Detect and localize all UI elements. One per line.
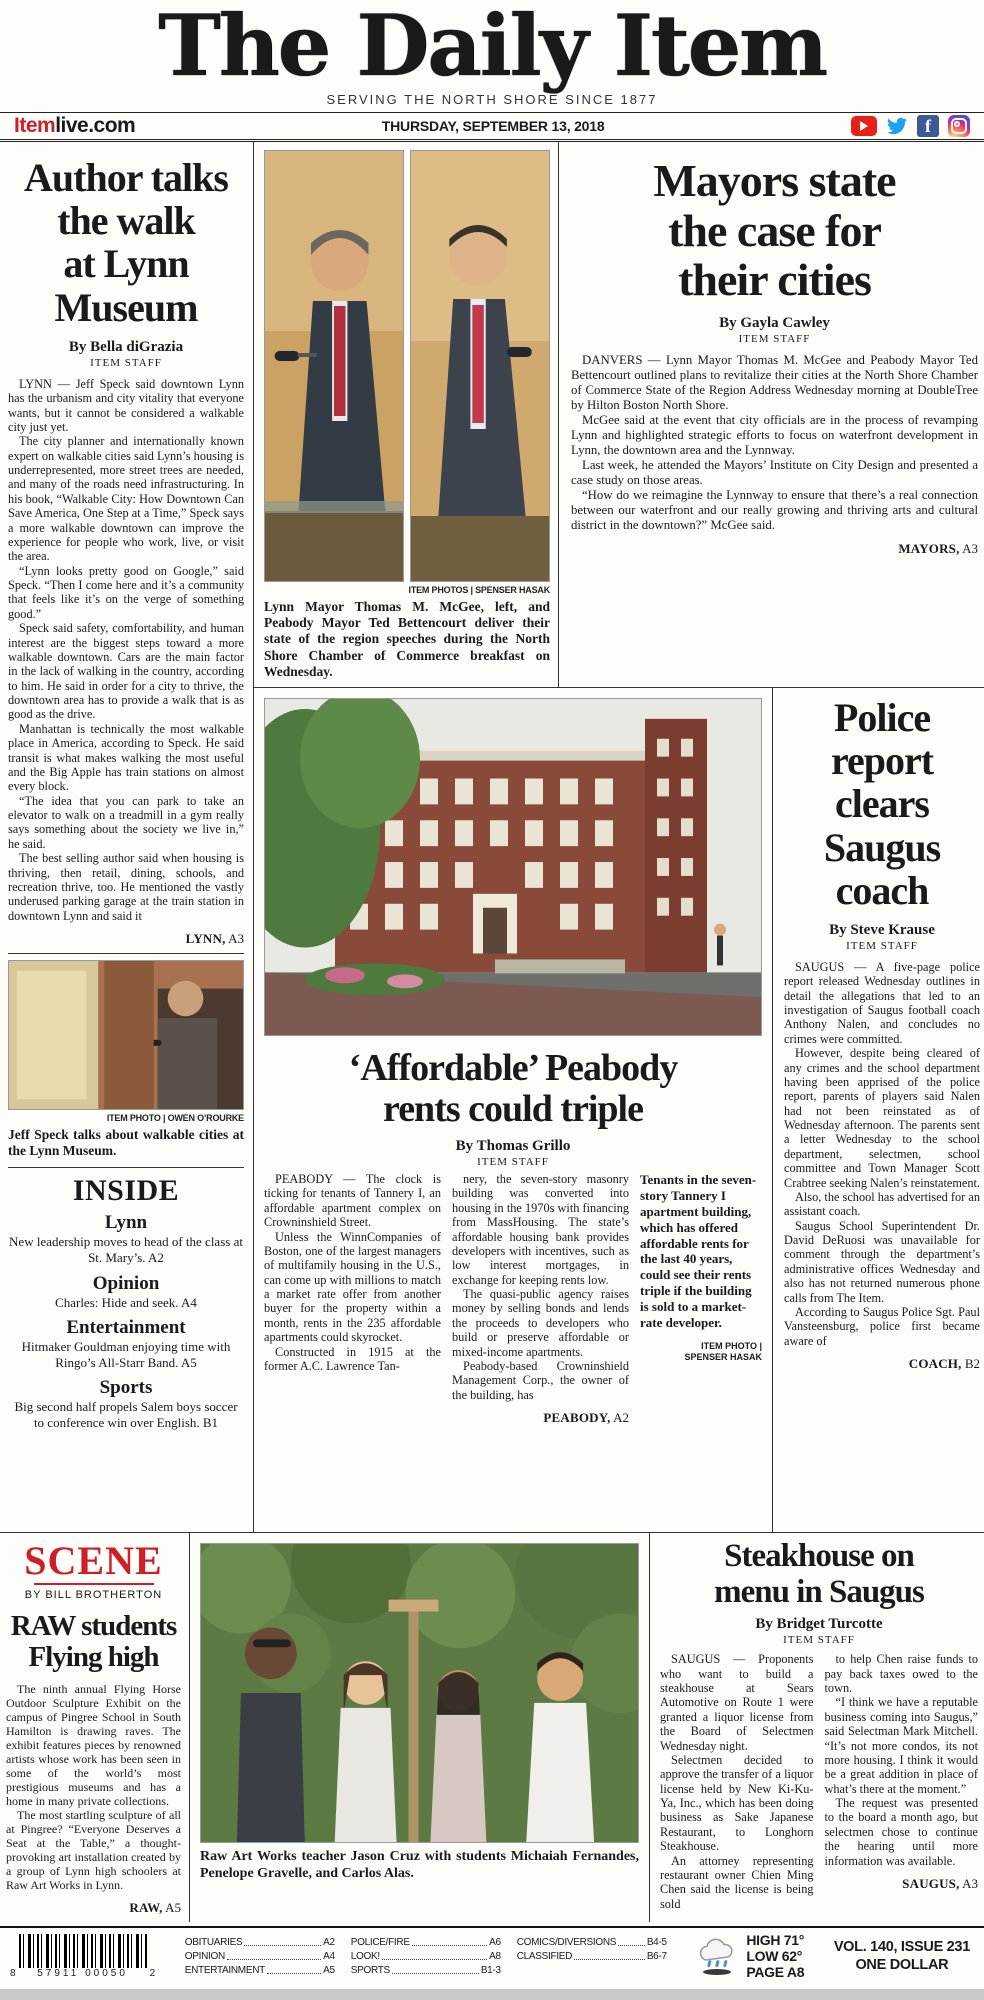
byline: By Steve Krause (829, 921, 935, 938)
middle-story-row (254, 687, 984, 1532)
mayor-mcgee-photo (264, 150, 404, 582)
index-column (351, 1937, 501, 1976)
jump-page: A3 (962, 1875, 978, 1891)
steakhouse-col-2 (825, 1652, 979, 1911)
peabody-col-2 (452, 1172, 629, 1426)
inside-section-text: Hitmaker Gouldman enjoying time with Ringo’s All-Starr Band. A5 (21, 1339, 231, 1370)
headline-line: RAW students (10, 1610, 177, 1642)
jump-page: A3 (962, 540, 978, 556)
weather-low: LOW 62° (746, 1947, 802, 1964)
index-column (517, 1937, 667, 1976)
scene-byline: BY BILL BROTHERTON (24, 1589, 163, 1601)
barcode-bars (19, 1934, 147, 1968)
headline-raw-students (6, 1611, 181, 1674)
index-entry (185, 1937, 335, 1948)
article-paragraph: “The idea that you can park to take an elevator to walk on a treadmill in a gym really says something about the society we live in,” he said. (8, 793, 244, 851)
headline-line: Police (833, 695, 931, 740)
headline-line: their cities (678, 254, 871, 306)
index-label: ENTERTAINMENT (184, 1964, 265, 1976)
headline-line: Flying high (28, 1641, 159, 1674)
index-label: SPORTS (350, 1964, 390, 1976)
jump-line (571, 541, 978, 557)
article-police-report (772, 688, 984, 1532)
barcode-bars-block (19, 1934, 147, 1979)
article-paragraph: The city planner and internationally known expert on walkable cities said Lynn’s housing is underrepresented, more street trees are needed, and many of the roads need infrastructuring. In his book, “Walkable City: How Downtown Can Save America, One Step at a Time,” Speck says a more walkable downtown can improve the experience for people who work, live, or visit the area. (8, 434, 244, 564)
index-page: A4 (323, 1950, 335, 1962)
article-paragraph: Speck said safety, comfortability, and human interest are the biggest steps toward a more walkable downtown. Cars are the main factor in the lack of walking in the country, according to him. He said in order for a city to thrive, the downtown area has to provide a walk that is as good as the drive. (8, 621, 244, 722)
index-page: A6 (489, 1936, 501, 1948)
scene-underline (34, 1583, 154, 1585)
index-page: A2 (323, 1936, 335, 1948)
index-label: OPINION (184, 1950, 225, 1962)
headline-line: clears (835, 781, 929, 827)
weather-high: HIGH 71° (746, 1931, 805, 1948)
inside-section (8, 1212, 244, 1265)
headline-line: Mayors state (653, 155, 896, 206)
article-paragraph: “I think we have a reputable business coming into Saugus,” said Selectman Mark Mitchell. “It’s not more condos, its not more housing. I think it would be a great addition in place of what’s there at the moment.” (824, 1695, 978, 1796)
page-index (185, 1937, 667, 1976)
volume-issue: VOL. 140, ISSUE 231 (833, 1938, 970, 1955)
index-column (185, 1937, 335, 1976)
byline: By Bella diGrazia (68, 338, 184, 355)
index-page: B1-3 (480, 1964, 501, 1976)
article-paragraph: However, despite being cleared of any crimes and the school department having been apprised of the police report, parents of players said Nalen had not been reinstated as of Wednesday afternoon. The parents sent a letter Wednesday to the school department, selectmen, school committee and Town Manager Scott Crabtree seeking Nalen’s reinstatement. (784, 1046, 980, 1190)
barcode-digit-left: 8 (10, 1967, 16, 1979)
byline-org: ITEM STAFF (738, 333, 811, 346)
headline-mayors (571, 156, 978, 305)
twitter-icon (886, 115, 908, 137)
photo-credit (640, 1341, 762, 1364)
inside-section-text: Big second half propels Salem boys soccer to conference win over English. B1 (14, 1399, 238, 1430)
dot-leader (227, 1959, 321, 1960)
steakhouse-columns (660, 1652, 978, 1911)
right-region (254, 142, 984, 1532)
article-paragraph: Saugus School Superintendent Dr. David DeRuosi was unavailable for comment through the department’s administrative offices Wednesday and also has not returned numerous phone calls from The Item. (784, 1218, 980, 1305)
headline-line: the case for (668, 204, 881, 256)
inside-index-box (8, 1174, 244, 1430)
article-paragraph: According to Saugus Police Sgt. Paul Vansteensburg, police first became aware of (784, 1304, 980, 1348)
jump-page: A5 (165, 1900, 181, 1916)
jump-line (8, 931, 244, 947)
photo-credit-line: SPENSER HASAK (684, 1352, 762, 1363)
article-paragraph: Also, the school has advertised for an assistant coach. (784, 1189, 980, 1219)
article-paragraph: Constructed in 1915 at the former A.C. Lawrence Tan- (264, 1344, 441, 1373)
jump-word: MAYORS, (898, 540, 960, 556)
dot-leader (574, 1959, 645, 1960)
jump-line (6, 1900, 181, 1916)
raw-students-photo (200, 1543, 639, 1843)
article-paragraph: Manhattan is technically the most walkable place in America, according to Speck. He said transit is what makes walking the most useful and the Big Apple has train stations on almost every block. (8, 721, 244, 794)
article-paragraph: SAUGUS — A five-page police report released Wednesday outlines in detail the allegations that led to an investigation of Saugus football coach Anthony Nalen, and concludes no crimes were committed. (784, 959, 980, 1046)
headline-peabody (264, 1048, 762, 1130)
jump-line (825, 1876, 979, 1892)
photo-credit-line: ITEM PHOTO | (701, 1340, 762, 1351)
weather-page: PAGE A8 (746, 1964, 805, 1981)
barcode (10, 1934, 155, 1979)
newspaper-title: The Daily Item (158, 0, 826, 95)
headline-author-talks (8, 156, 244, 329)
headline-line: menu in Saugus (714, 1573, 924, 1610)
volume-block (834, 1938, 970, 1974)
photo-credit: ITEM PHOTO | OWEN O’ROURKE (106, 1113, 244, 1123)
dot-leader (618, 1945, 645, 1946)
byline-block (571, 315, 978, 345)
photo-caption: Raw Art Works teacher Jason Cruz with students Michaiah Fernandes, Penelope Gravelle, and Carlos Alas. (200, 1849, 639, 1881)
jump-word: RAW, (129, 1900, 163, 1916)
index-label: OBITUARIES (184, 1936, 243, 1948)
index-page: A5 (323, 1964, 335, 1976)
top-info-bar (0, 112, 984, 142)
weather-text (746, 1932, 804, 1980)
article-paragraph: SAUGUS — Proponents who want to build a steakhouse at Sears Automotive on Route 1 were granted a liquor license from the Board of Selectmen Wednesday night. (660, 1652, 814, 1753)
index-label: POLICE/FIRE (350, 1936, 410, 1948)
byline: By Bridget Turcotte (755, 1616, 883, 1633)
index-page: B4-5 (646, 1936, 667, 1948)
index-page: A8 (489, 1950, 501, 1962)
divider (8, 953, 244, 954)
jump-page: B2 (964, 1356, 980, 1372)
article-paragraph: An attorney representing restaurant owner Chien Ming Chen said the license is being sold (660, 1853, 814, 1911)
scene-logo: SCENE (24, 1538, 163, 1583)
instagram-lens-glyph (954, 121, 960, 127)
article-paragraph: DANVERS — Lynn Mayor Thomas M. McGee and Peabody Mayor Ted Bettencourt outlined plans to revitalize their cities at the North Shore Chamber of Commerce State of the Region Address Wednesday morning at DoubleTree by Hilton Boston North Shore. (571, 353, 978, 412)
byline: By Thomas Grillo (455, 1138, 571, 1155)
article-paragraph: “Lynn looks pretty good on Google,” said Speck. “Then I come here and it’s a community that feels like it’s on the verge of something good.” (8, 563, 244, 621)
article-paragraph: PEABODY — The clock is ticking for tenants of Tannery I, an affordable apartment complex on Crowninshield Street. (264, 1172, 441, 1230)
article-author-talks (8, 156, 244, 947)
byline: By Gayla Cawley (719, 315, 830, 332)
index-entry (185, 1951, 335, 1962)
page-edge-strip (0, 1989, 984, 2000)
main-content-area (0, 142, 984, 1532)
inside-section-name: Lynn (104, 1212, 148, 1234)
jump-page: A3 (228, 931, 244, 946)
bottom-story-row (0, 1532, 984, 1922)
byline-block (264, 1138, 762, 1168)
jump-word: COACH, (908, 1356, 962, 1372)
newspaper-tagline: SERVING THE NORTH SHORE SINCE 1877 (326, 92, 658, 107)
tannery-building-photo (264, 698, 762, 1036)
inside-section-text: New leadership moves to head of the class at St. Mary’s. A2 (9, 1234, 243, 1265)
inside-section (8, 1377, 244, 1430)
inside-section-name: Sports (99, 1377, 153, 1399)
index-entry (517, 1937, 667, 1948)
index-entry (351, 1951, 501, 1962)
headline-line: report (830, 738, 934, 784)
barcode-number: 57911 00050 (37, 1967, 128, 1979)
top-story-row (254, 142, 984, 687)
index-label: CLASSIFIED (516, 1950, 573, 1962)
byline-org: ITEM STAFF (846, 939, 918, 952)
index-entry (351, 1937, 501, 1948)
website-url-live: live.com (55, 114, 136, 137)
jump-word: PEABODY, (543, 1410, 611, 1426)
article-paragraph: The request was presented to the board a month ago, but selectmen chose to continue the hearing until more information was available. (824, 1796, 978, 1868)
article-paragraph: The best selling author said when housing is thriving, then retail, dining, schools, and recreation thrive, too. He mentioned the vastly underused parking garage at the train station in downtown Lynn and said it (8, 851, 244, 923)
steakhouse-col-1 (660, 1652, 814, 1911)
article-paragraph: McGee said at the event that city officials are in the process of revamping Lynn and highlighted strategic efforts to focus on waterfront development in Lynn, the downtown area and the Lynnway. (571, 412, 978, 457)
article-paragraph: The most startling sculpture of all at Pingree? “Everyone Deserves a Seat at the Table,” a thought-provoking art installation created by a group of Lynn high schoolers at Raw Art Works in Lynn. (6, 1807, 181, 1893)
jump-line (452, 1410, 629, 1426)
peabody-sidebar (640, 1172, 762, 1426)
index-page: B6-7 (646, 1950, 667, 1962)
speck-photo (8, 960, 244, 1110)
byline-org: ITEM STAFF (90, 356, 162, 369)
article-paragraph: Unless the WinnCompanies of Boston, one of the largest managers of multifamily housing in the U.S., can come up with millions to match a market rate offer from another buyer for the property within a month, rents in the 235 affordable apartments could skyrocket. (264, 1229, 441, 1345)
byline-org: ITEM STAFF (783, 1634, 855, 1647)
peabody-col-1 (264, 1172, 441, 1426)
jump-line (784, 1356, 980, 1372)
index-entry (517, 1951, 667, 1962)
headline-line: the walk (57, 198, 195, 244)
sidebar-caption: Tenants in the seven-story Tannery I apartment building, which has offered affordable rents for the last 40 years, could see their rents triple if the building is sold to a market-rate developer. (640, 1172, 757, 1330)
article-paragraph: LYNN — Jeff Speck said downtown Lynn has the urbanism and city vitality that everyone wants, but it cannot be considered a walkable city just yet. (8, 376, 244, 434)
mayors-photos-block (254, 142, 558, 687)
article-paragraph: Last week, he attended the Mayors’ Institute on City Design and presented a case study on those areas. (571, 457, 978, 487)
byline-block (660, 1616, 978, 1646)
youtube-play-glyph (860, 121, 868, 131)
dot-leader (382, 1959, 487, 1960)
article-mayors (558, 142, 984, 687)
masthead (0, 0, 984, 112)
mayor-bettencourt-photo (410, 150, 550, 582)
byline-block (8, 339, 244, 369)
rain-cloud-icon (696, 1936, 738, 1976)
article-steakhouse (650, 1533, 984, 1922)
jump-word: LYNN, (185, 931, 226, 946)
inside-section (8, 1273, 244, 1311)
headline-line: Museum (54, 284, 198, 330)
article-paragraph: Peabody-based Crowninshield Management Corp., the owner of the building, has (452, 1358, 629, 1402)
website-url (14, 114, 135, 138)
photo-caption: Jeff Speck talks about walkable cities at the Lynn Museum. (8, 1127, 244, 1159)
barcode-digit-right: 2 (149, 1967, 156, 1979)
website-url-item: Item (14, 114, 56, 137)
inside-section-text: Charles: Hide and seek. A4 (55, 1294, 197, 1310)
headline-line: Steakhouse on (724, 1538, 914, 1574)
headline-line: at Lynn (63, 241, 189, 287)
dot-leader (392, 1973, 479, 1974)
article-paragraph: “How do we reimagine the Lynnway to ensure that there’s a real connection between our waterfront and our really growing and thriving arts and cultural district in the downtown?” McGee said. (571, 487, 978, 532)
headline-line: ‘Affordable’ Peabody (348, 1047, 678, 1089)
index-label: LOOK! (350, 1950, 380, 1962)
index-entry (351, 1965, 501, 1976)
mayors-photos (264, 150, 550, 582)
inside-title: INSIDE (72, 1174, 180, 1208)
jump-word: SAUGUS, (902, 1875, 960, 1891)
article-peabody-rents (264, 1048, 762, 1426)
raw-photo-block (190, 1533, 650, 1922)
jump-page: A2 (613, 1410, 629, 1426)
inside-section-name: Opinion (92, 1272, 160, 1294)
byline-block (784, 922, 980, 952)
index-entry (185, 1965, 335, 1976)
weather-block (696, 1932, 804, 1980)
youtube-icon (851, 116, 877, 136)
dot-leader (267, 1973, 321, 1974)
facebook-icon: f (917, 115, 939, 137)
center-column (254, 688, 772, 1532)
article-paragraph: nery, the seven-story masonry building was converted into housing in the 1970s with financing from MassHousing. The state’s affordable housing bank provides developers with incentives, such as low interest mortgages, in exchange for keeping rents low. (452, 1172, 629, 1287)
left-column (0, 142, 254, 1532)
article-paragraph: The quasi-public agency raises money by selling bonds and lends the proceeds to developers who build or preserve affordable or mixed-income apartments. (452, 1287, 629, 1359)
headline-line: Author talks (24, 155, 228, 200)
article-paragraph: to help Chen raise funds to pay back taxes owed to the town. (824, 1652, 978, 1695)
issue-date: THURSDAY, SEPTEMBER 13, 2018 (381, 118, 605, 134)
inside-section-name: Entertainment (66, 1317, 186, 1339)
headline-line: coach (835, 867, 929, 913)
article-paragraph: Selectmen decided to approve the transfer of a liquor license held by New Ki-Ku-Ya, Inc., which has been doing business as Sake Japanese Restaurant, to Longhorn Steakhouse. (660, 1752, 814, 1854)
headline-line: rents could triple (383, 1088, 643, 1131)
headline-steakhouse (660, 1539, 978, 1610)
photo-credit: ITEM PHOTOS | SPENSER HASAK (408, 585, 550, 595)
byline-org: ITEM STAFF (477, 1156, 549, 1169)
photo-caption: Lynn Mayor Thomas M. McGee, left, and Peabody Mayor Ted Bettencourt deliver their state of the region speeches during the North Shore Chamber of Commerce breakfast on Wednesday. (264, 599, 550, 679)
dot-leader (412, 1945, 487, 1946)
footer-bar (0, 1926, 984, 1982)
inside-section (8, 1317, 244, 1370)
divider (8, 1167, 244, 1168)
instagram-icon (948, 115, 970, 137)
price: ONE DOLLAR (855, 1957, 949, 1973)
headline-line: Saugus (823, 824, 941, 870)
peabody-columns (264, 1172, 762, 1426)
article-paragraph: The ninth annual Flying Horse Outdoor Sculpture Exhibit on the campus of Pingree School in South Hamilton is drawing raves. The exhibit features pieces by renowned artists whose work has been seen in some of the world’s most prestigious museums and has a home in many private collections. (6, 1681, 181, 1808)
dot-leader (244, 1945, 321, 1946)
index-label: COMICS/DIVERSIONS (516, 1936, 617, 1948)
scene-column (0, 1533, 190, 1922)
headline-police (784, 696, 980, 912)
social-icons (851, 115, 970, 137)
